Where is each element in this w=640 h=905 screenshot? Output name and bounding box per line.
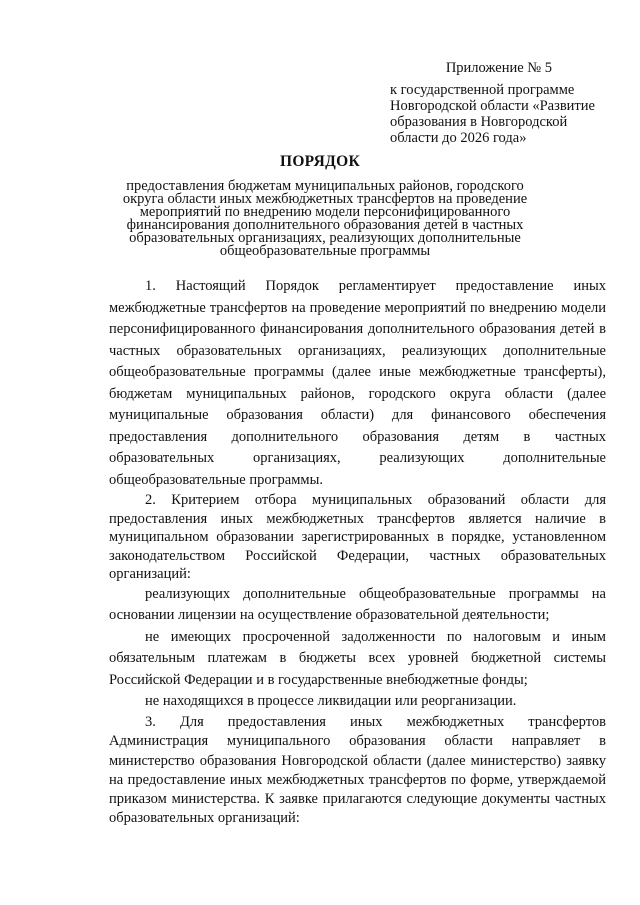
paragraph-2-item-1: реализующих дополнительные общеобразовательные программы на основании лицензии на осуществление образовательной деятельности; [109, 585, 606, 624]
paragraph-1: 1. Настоящий Порядок регламентирует предоставление иных межбюджетные трансфертов на проведение мероприятий по внедрению модели персонифицированного финансирования дополнительного образования детей в частных образовательных организациях, реализующих дополнительные общеобразовательные программы (далее иные межбюджетные трансферты), бюджетам муниципальных районов, городского округа области (далее муниципальные образования области) для финансового обеспечения предоставления дополнительного образования детям в частных образовательных организациях, реализующих дополнительные общеобразовательные программы. [109, 278, 606, 488]
paragraph-2-item-2: не имеющих просроченной задолженности по налоговым и иным обязательным платежам в бюджеты всех уровней бюджетной системы Российской Федерации и в государственные внебюджетные фонды; [109, 628, 606, 688]
appendix-number: Приложение № 5 [445, 60, 552, 76]
document-title: ПОРЯДОК [279, 153, 361, 170]
paragraph-3: 3. Для предоставления иных межбюджетных трансфертов Администрация муниципального образования области направляет в министерство образования Новгородской области (далее министерство) заявку на предоставление иных межбюджетных трансфертов по форме, утверждаемой приказом министерства. К заявке прилагаются следующие документы частных образовательных организаций: [109, 713, 606, 827]
document-subtitle: предоставления бюджетам муниципальных районов, городского округа области иных межбюджетных трансфертов на проведение мероприятий по внедрению модели персонифицированного финансирования дополнительного образования детей в частных образовательных организациях, реализующих дополнительные общеобразовательные программы [122, 178, 528, 259]
document-body [109, 276, 606, 829]
paragraph-2: 2. Критерием отбора муниципальных образований области для предоставления иных межбюджетных трансфертов является наличие в муниципальном образовании зарегистрированных в порядке, установленном законодательством Российской Федерации, частных образовательных организаций: [109, 492, 606, 583]
appendix-header [390, 60, 610, 146]
appendix-text: к государственной программе Новгородской области «Развитие образования в Новгородской области до 2026 года» [390, 82, 595, 146]
paragraph-2-item-3: не находящихся в процессе ликвидации или реорганизации. [145, 693, 517, 710]
